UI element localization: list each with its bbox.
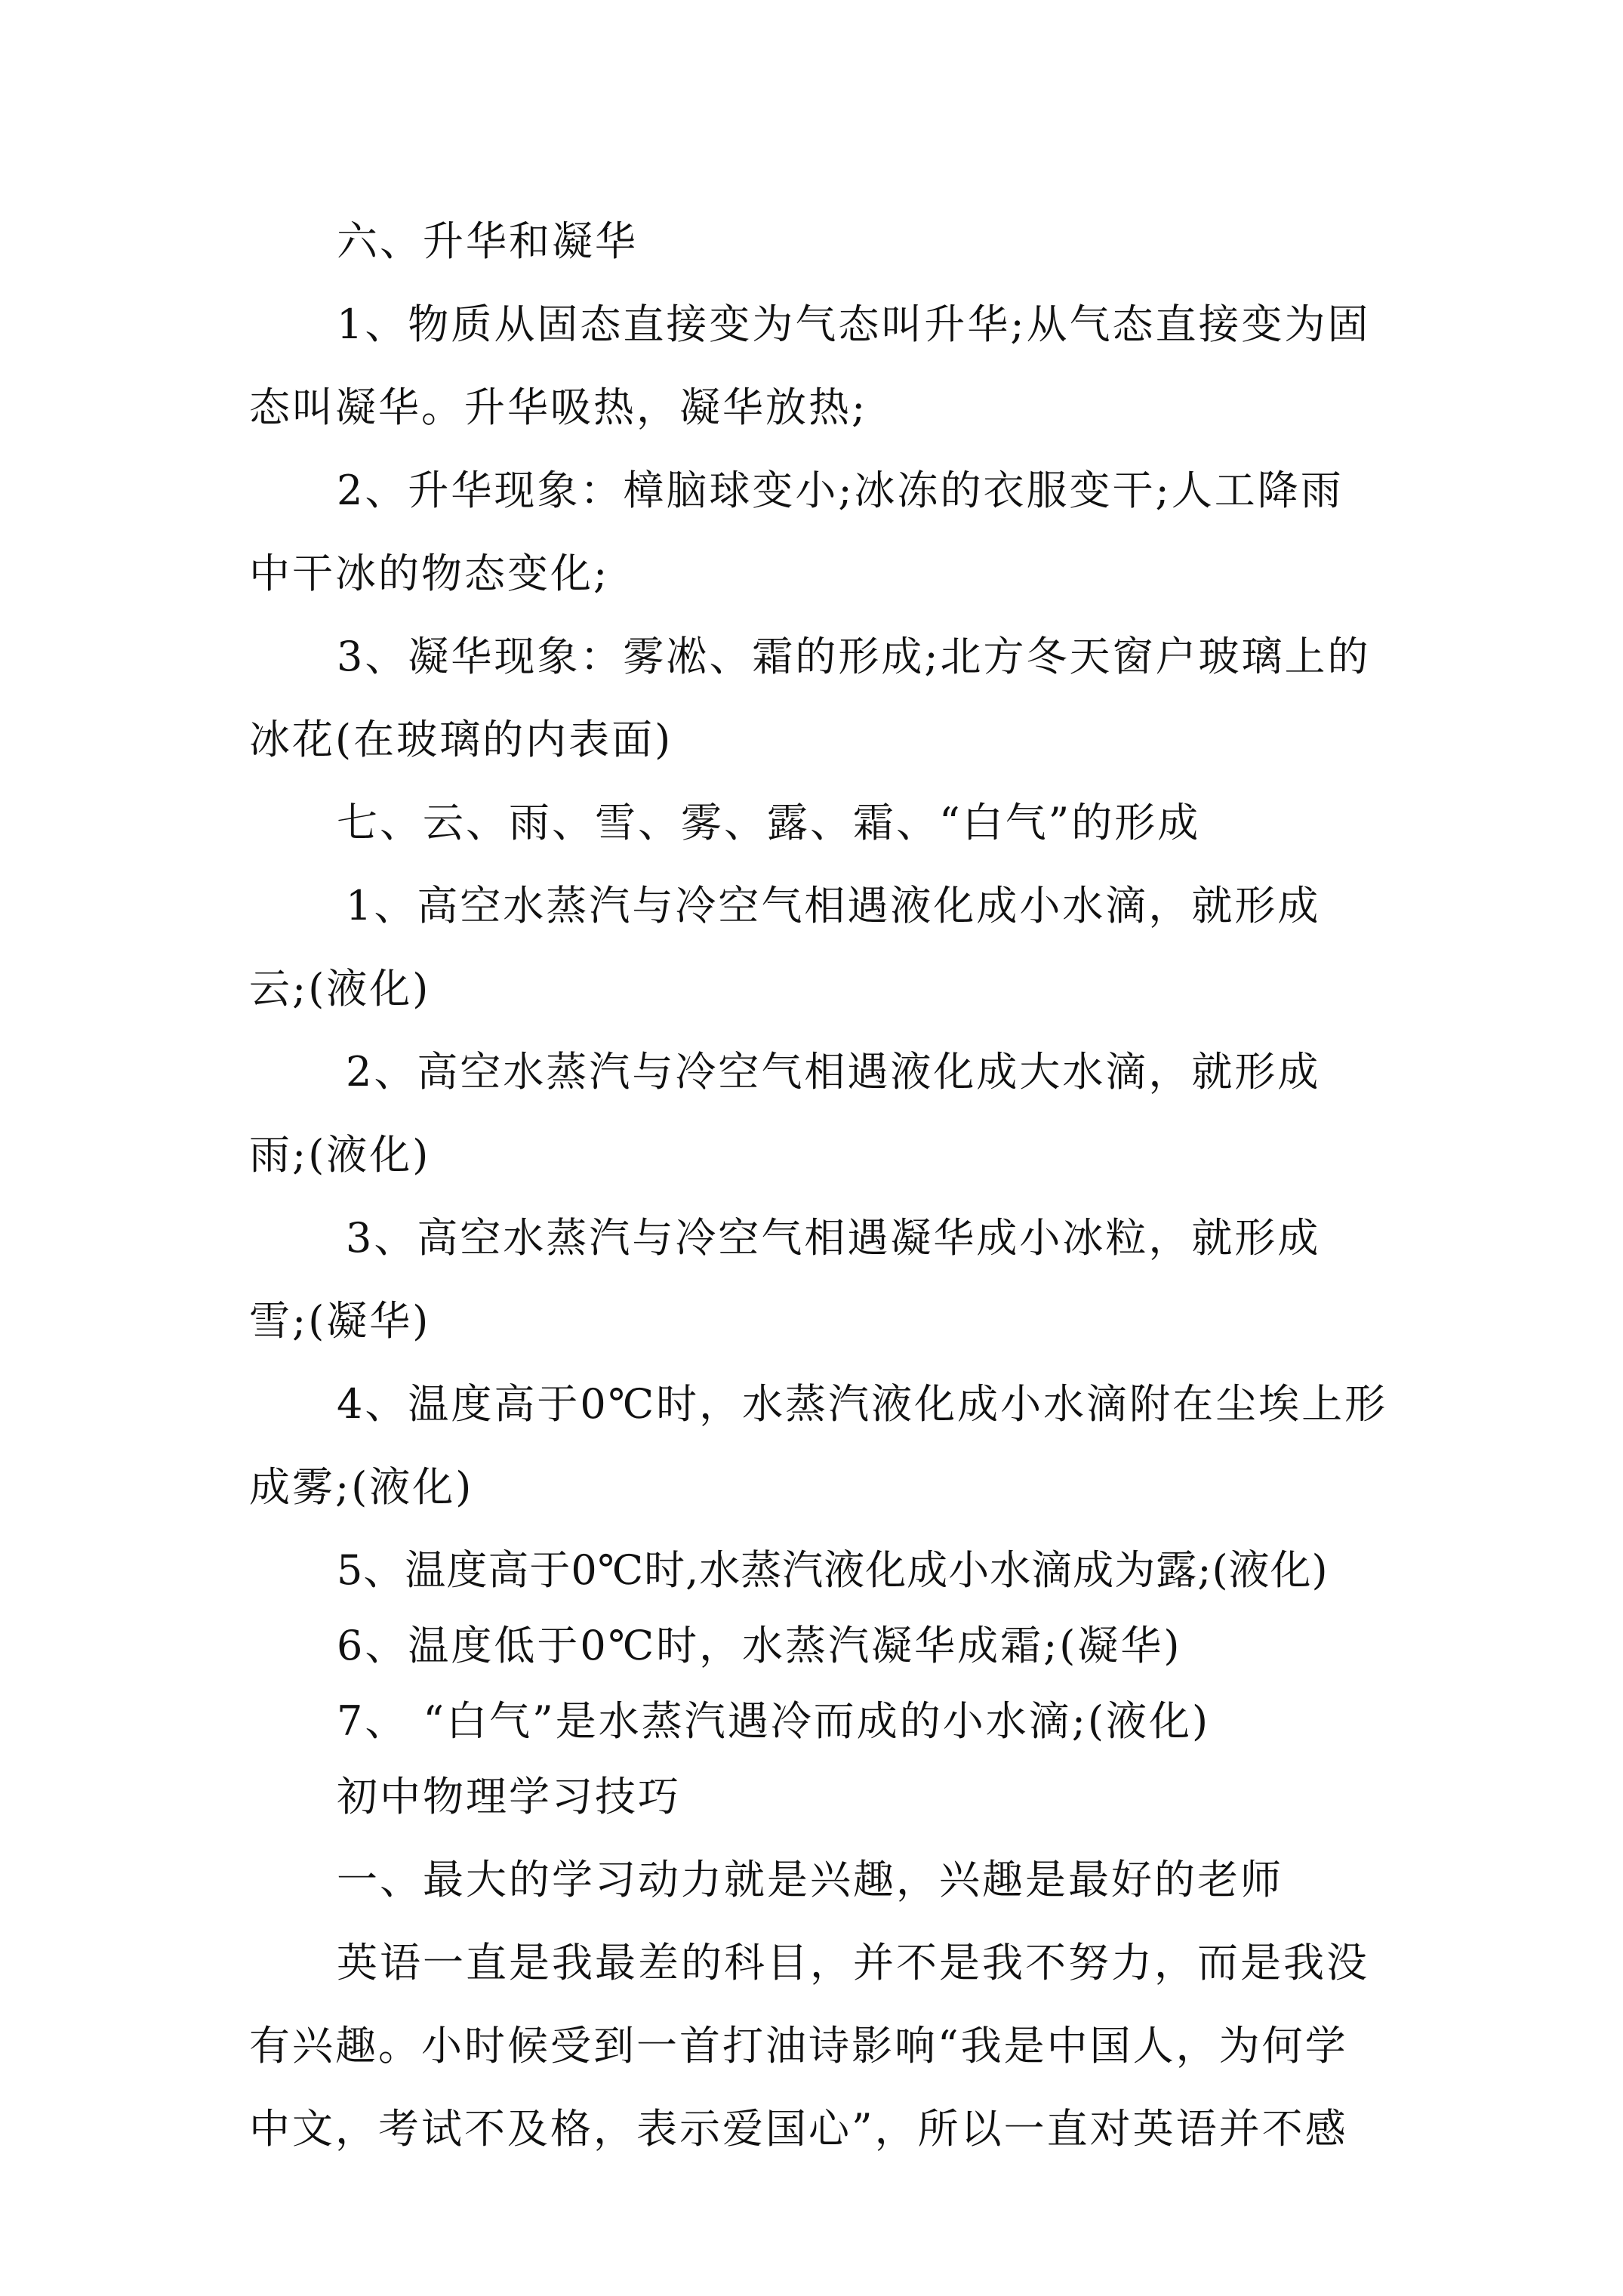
- paragraph-line: 云;(液化): [249, 965, 431, 1012]
- paragraph-line: 1、高空水蒸汽与冷空气相遇液化成小水滴，就形成: [346, 882, 1321, 929]
- paragraph-line: 2、升华现象：樟脑球变小;冰冻的衣服变干;人工降雨: [337, 467, 1344, 514]
- subheading-interest: 一、最大的学习动力就是兴趣，兴趣是最好的老师: [337, 1856, 1283, 1903]
- paragraph-line: 中文，考试不及格，表示爱国心”，所以一直对英语并不感: [249, 2105, 1348, 2153]
- paragraph-line: 7、 “白气”是水蒸汽遇冷而成的小水滴;(液化): [337, 1697, 1211, 1745]
- paragraph-line: 雨;(液化): [249, 1131, 431, 1179]
- paragraph-line: 2、高空水蒸汽与冷空气相遇液化成大水滴，就形成: [346, 1048, 1321, 1096]
- paragraph-line: 英语一直是我最差的科目，并不是我不努力，而是我没: [337, 1939, 1369, 1986]
- paragraph-line: 成雾;(液化): [249, 1463, 474, 1511]
- paragraph-line: 6、温度低于0℃时，水蒸汽凝华成霜;(凝华): [337, 1622, 1182, 1669]
- paragraph-line: 有兴趣。小时候受到一首打油诗影响“我是中国人，为何学: [249, 2022, 1348, 2069]
- section-heading-sublimation: 六、升华和凝华: [337, 217, 638, 265]
- paragraph-line: 1、物质从固态直接变为气态叫升华;从气态直接变为固: [337, 300, 1371, 348]
- paragraph-line: 4、温度高于0℃时，水蒸汽液化成小水滴附在尘埃上形: [337, 1380, 1388, 1428]
- paragraph-line: 5、温度高于0℃时,水蒸汽液化成小水滴成为露;(液化): [337, 1546, 1329, 1594]
- paragraph-line: 态叫凝华。升华吸热，凝华放热;: [249, 384, 868, 431]
- paragraph-line: 冰花(在玻璃的内表面): [249, 716, 673, 763]
- paragraph-line: 雪;(凝华): [249, 1297, 431, 1345]
- section-heading-weather: 七、云、雨、雪、雾、露、霜、“白气”的形成: [337, 799, 1201, 846]
- paragraph-line: 3、高空水蒸汽与冷空气相遇凝华成小冰粒，就形成: [346, 1214, 1321, 1262]
- paragraph-line: 3、凝华现象：雾凇、霜的形成;北方冬天窗户玻璃上的: [337, 633, 1371, 680]
- section-heading-study-tips: 初中物理学习技巧: [337, 1773, 681, 1820]
- paragraph-line: 中干冰的物态变化;: [249, 550, 610, 597]
